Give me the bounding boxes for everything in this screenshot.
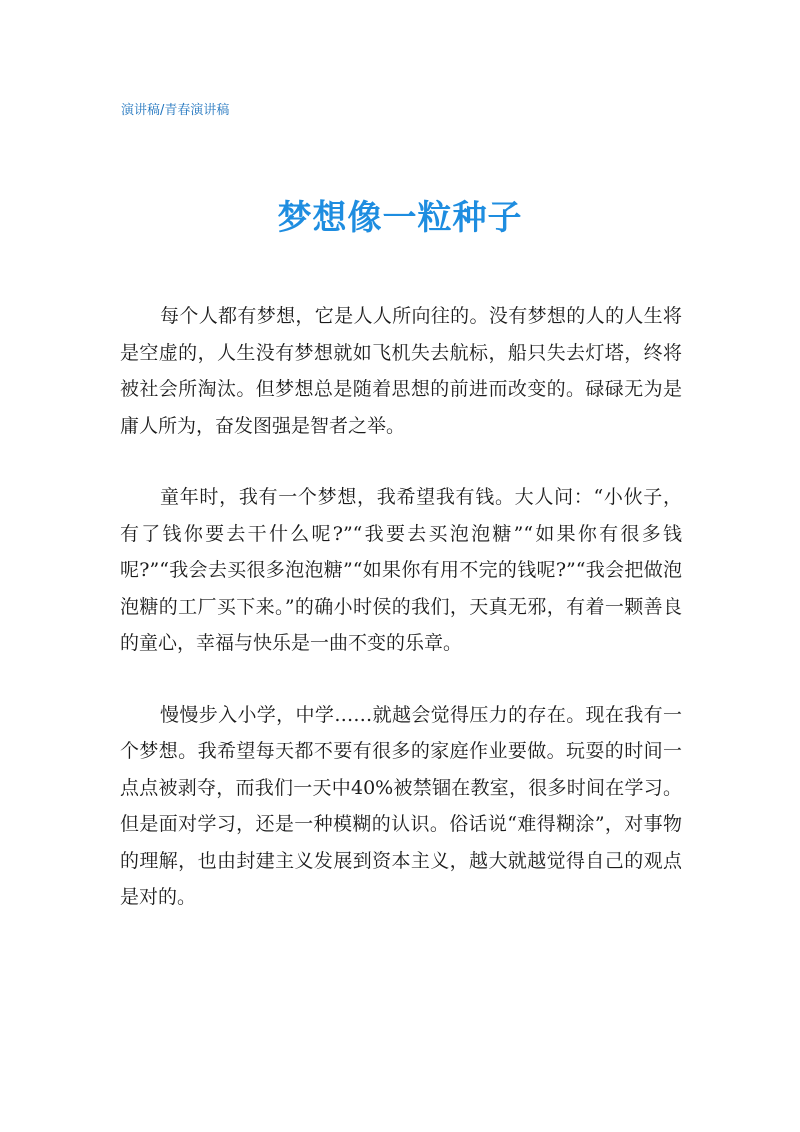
article-body: [120, 298, 682, 951]
paragraph-2: 童年时，我有一个梦想，我希望我有钱。大人问：“小伙子，有了钱你要去干什么呢?”“我要去买泡泡糖”“如果你有很多钱呢?”“我会去买很多泡泡糖”“如果你有用不完的钱呢?”“我会把做泡泡糖的工厂买下来。”的确小时侯的我们，天真无邪，有着一颗善良的童心，幸福与快乐是一曲不变的乐章。: [120, 486, 682, 654]
breadcrumb[interactable]: 演讲稿/青春演讲稿: [121, 103, 230, 118]
paragraph-1: 每个人都有梦想，它是人人所向往的。没有梦想的人的人生将是空虚的，人生没有梦想就如飞机失去航标，船只失去灯塔，终将被社会所淘汰。但梦想总是随着思想的前进而改变的。碌碌无为是庸人所为，奋发图强是智者之举。: [120, 305, 682, 437]
page-title: 梦想像一粒种子: [277, 198, 523, 238]
paragraph-3: 慢慢步入小学，中学……就越会觉得压力的存在。现在我有一个梦想。我希望每天都不要有很多的家庭作业要做。玩耍的时间一点点被剥夺，而我们一天中40%被禁锢在教室，很多时间在学习。但是面对学习，还是一种模糊的认识。俗话说“难得糊涂”，对事物的理解，也由封建主义发展到资本主义，越大就越觉得自己的观点是对的。: [120, 703, 682, 908]
